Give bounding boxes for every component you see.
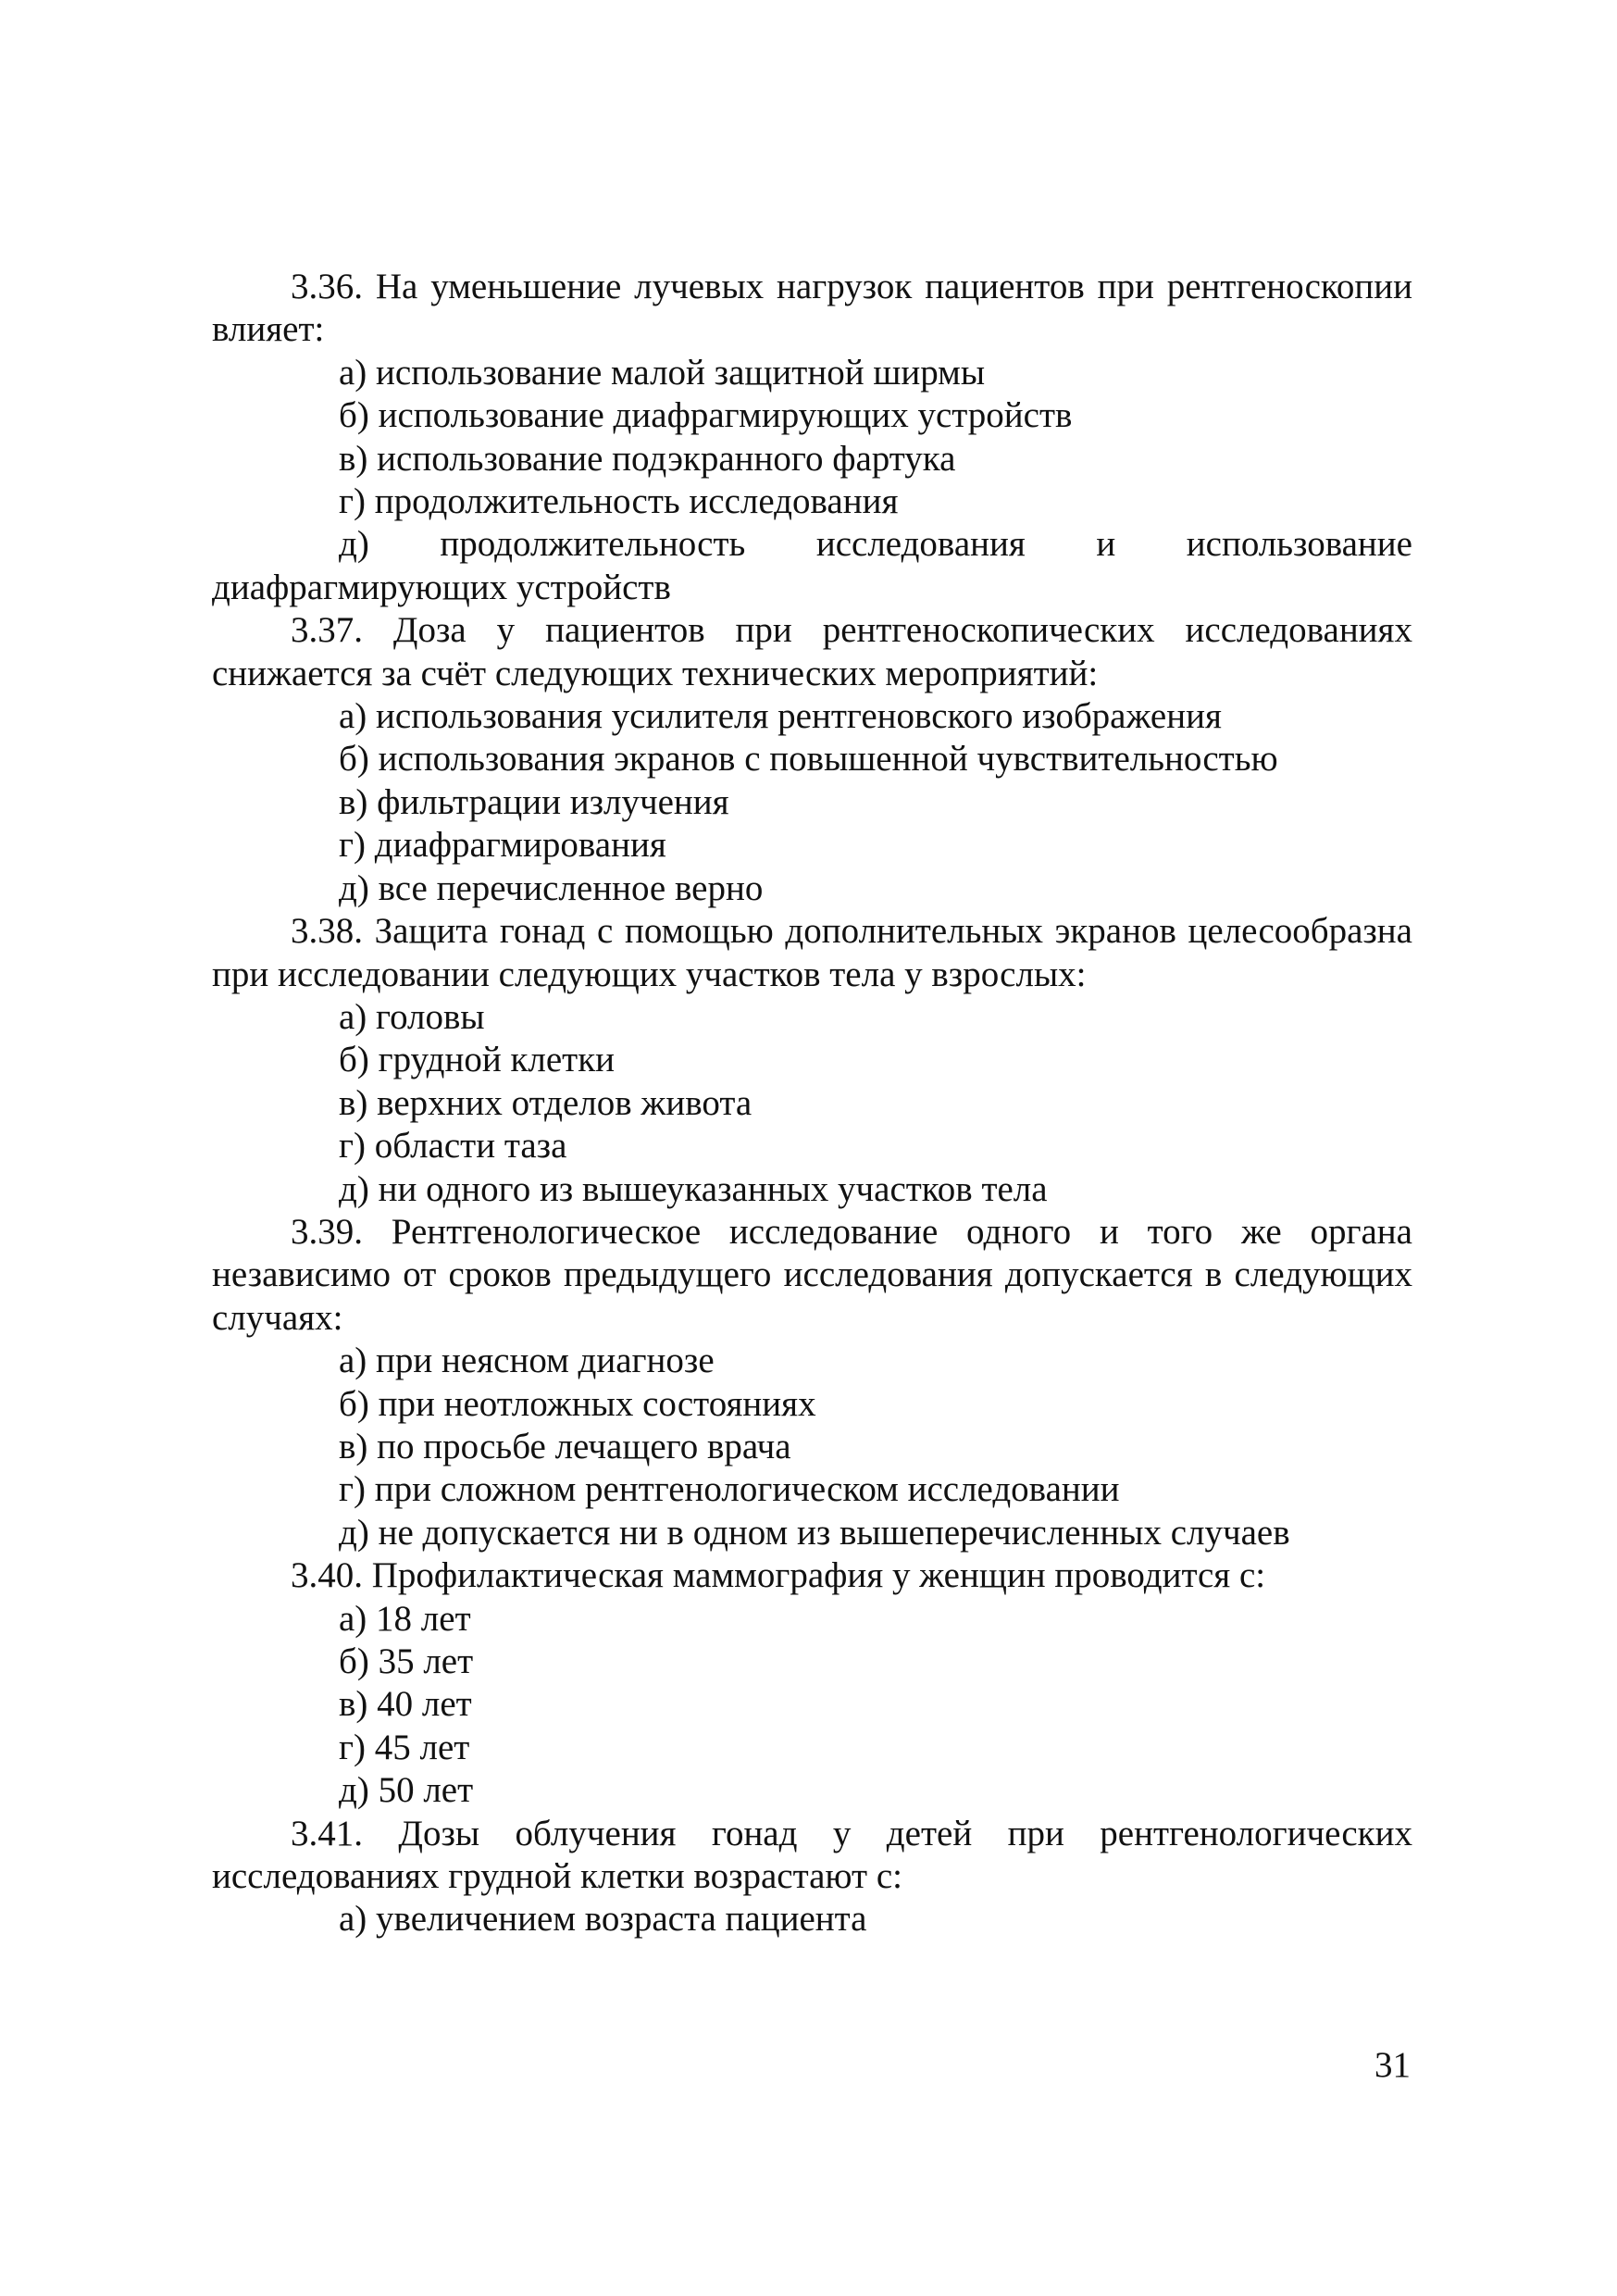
answer-option-c: в) по просьбе лечащего врача [339, 1426, 791, 1466]
question-3-37 [212, 609, 1412, 910]
question-stem: 3.38. Защита гонад с помощью дополнительных экранов целесообразна при исследовании следующих участков тела у взрослых: [212, 911, 1412, 994]
answer-option-e: д) ни одного из вышеуказанных участков тела [339, 1168, 1048, 1209]
question-3-40 [212, 1554, 1412, 1812]
page-number: 31 [1374, 2045, 1411, 2085]
answer-option-c: в) верхних отделов живота [339, 1082, 753, 1123]
answer-option-e: д) все перечисленное верно [339, 867, 764, 908]
answer-option-b: б) использование диафрагмирующих устройств [339, 395, 1073, 436]
question-stem: 3.40. Профилактическая маммография у женщин проводится с: [291, 1555, 1266, 1596]
question-3-41 [212, 1813, 1412, 1941]
answer-option-e: д) 50 лет [339, 1770, 474, 1811]
question-stem: 3.39. Рентгенологическое исследование одного и того же органа независимо от сроков предыдущего исследования допускается в следующих случаях: [212, 1211, 1412, 1338]
answer-option-c: в) 40 лет [339, 1684, 472, 1725]
question-stem: 3.36. На уменьшение лучевых нагрузок пациентов при рентгеноскопии влияет: [212, 267, 1412, 350]
answer-option-d: г) при сложном рентгенологическом исследовании [339, 1469, 1120, 1510]
answer-option-a: а) при неясном диагнозе [339, 1341, 715, 1381]
answer-option-d: г) 45 лет [339, 1727, 470, 1767]
answer-option-d: г) области таза [339, 1126, 567, 1167]
question-3-36 [212, 266, 1412, 609]
answer-option-b: б) при неотложных состояниях [339, 1383, 816, 1424]
answer-option-e: д) не допускается ни в одном из вышеперечисленных случаев [339, 1512, 1290, 1553]
answer-option-b: б) грудной клетки [339, 1040, 616, 1080]
answer-option-b: б) использования экранов с повышенной чувствительностью [339, 739, 1278, 780]
question-stem: 3.37. Доза у пациентов при рентгеноскопических исследованиях снижается за счёт следующих технических мероприятий: [212, 610, 1412, 693]
question-3-39 [212, 1211, 1412, 1554]
question-stem: 3.41. Дозы облучения гонад у детей при рентгенологических исследованиях грудной клетки возрастают с: [212, 1813, 1412, 1897]
answer-option-a: а) головы [339, 996, 485, 1037]
answer-option-a: а) увеличением возраста пациента [339, 1899, 867, 1940]
answer-option-a: а) использования усилителя рентгеновского изображения [339, 696, 1222, 737]
answer-option-c: в) использование подэкранного фартука [339, 438, 956, 479]
answer-option-a: а) 18 лет [339, 1598, 471, 1639]
page-body [212, 266, 1412, 1941]
answer-option-e: д) продолжительность исследования и использование диафрагмирующих устройств [212, 524, 1412, 607]
answer-option-d: г) продолжительность исследования [339, 481, 899, 522]
question-3-38 [212, 910, 1412, 1211]
answer-option-c: в) фильтрации излучения [339, 781, 729, 822]
answer-option-a: а) использование малой защитной ширмы [339, 352, 986, 393]
answer-option-b: б) 35 лет [339, 1641, 474, 1681]
answer-option-d: г) диафрагмирования [339, 825, 666, 866]
